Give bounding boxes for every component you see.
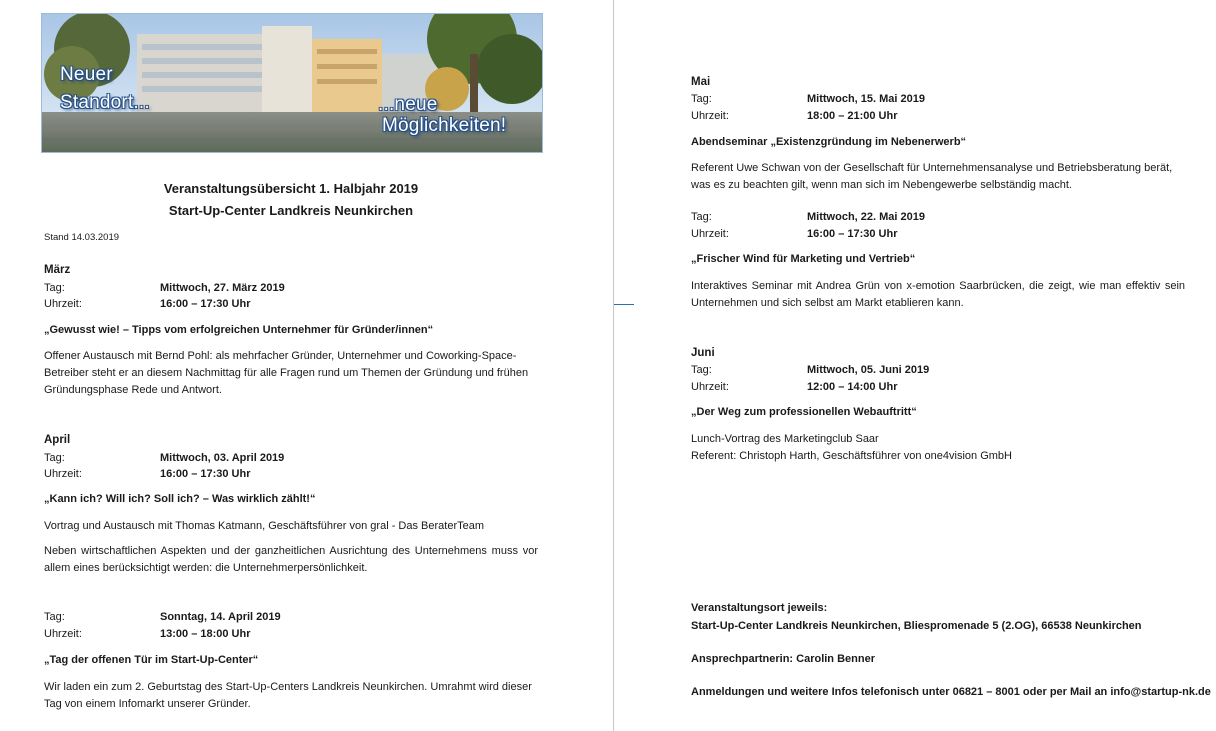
april1-event-title: „Kann ich? Will ich? Soll ich? – Was wirklich zählt!“ xyxy=(44,493,316,505)
location-address: Start-Up-Center Landkreis Neunkirchen, Bliespromenade 5 (2.OG), 66538 Neunkirchen xyxy=(691,620,1142,632)
mai1-description: Referent Uwe Schwan von der Gesellschaft für Unternehmensanalyse und Betriebsberatung berät, was es zu beachten gilt, wenn man sich im Nebengewerbe selbständig macht. xyxy=(691,162,1173,191)
mai2-tag-value: Mittwoch, 22. Mai 2019 xyxy=(807,211,925,223)
document-title: Veranstaltungsübersicht 1. Halbjahr 2019 xyxy=(163,181,419,196)
juni-description-1: Lunch-Vortrag des Marketingclub Saar xyxy=(691,433,879,445)
tag-label: Tag: xyxy=(44,452,65,464)
mai2-uhrzeit-value: 16:00 – 17:30 Uhr xyxy=(807,228,898,240)
stand-date: Stand 14.03.2019 xyxy=(44,232,120,243)
juni-uhrzeit-row xyxy=(691,381,898,393)
uhrzeit-label: Uhrzeit: xyxy=(44,628,82,640)
section-heading-juni: Juni xyxy=(691,347,715,359)
april2-uhrzeit-value: 13:00 – 18:00 Uhr xyxy=(160,628,251,640)
april1-tag-value: Mittwoch, 03. April 2019 xyxy=(160,452,285,464)
maerz-tag-row xyxy=(44,282,285,294)
contact-person: Ansprechpartnerin: Carolin Benner xyxy=(691,653,875,665)
tag-label: Tag: xyxy=(691,364,712,376)
document-subtitle: Start-Up-Center Landkreis Neunkirchen xyxy=(168,203,414,218)
maerz-tag-value: Mittwoch, 27. März 2019 xyxy=(160,282,285,294)
juni-event-title: „Der Weg zum professionellen Webauftritt“ xyxy=(691,406,917,418)
mai1-event-title: Abendseminar „Existenzgründung im Nebenerwerb“ xyxy=(691,136,967,148)
uhrzeit-label: Uhrzeit: xyxy=(691,110,729,122)
juni-description-2: Referent: Christoph Harth, Geschäftsführer von one4vision GmbH xyxy=(691,450,1012,462)
banner-image xyxy=(41,13,543,153)
mai1-uhrzeit-value: 18:00 – 21:00 Uhr xyxy=(807,110,898,122)
april1-tag-row xyxy=(44,452,284,464)
maerz-event-title: „Gewusst wie! – Tipps vom erfolgreichen Unternehmer für Gründer/innen“ xyxy=(44,324,434,336)
mai2-description: Interaktives Seminar mit Andrea Grün von x-emotion Saarbrücken, die zeigt, wie man effektiv sein Unternehmen und sich selbst am Markt etablieren kann. xyxy=(691,280,1185,309)
mai1-uhrzeit-row xyxy=(691,110,898,122)
april2-tag-row xyxy=(44,611,281,623)
banner-text-neuer: Neuer xyxy=(60,64,113,85)
section-heading-april: April xyxy=(44,434,71,446)
uhrzeit-label: Uhrzeit: xyxy=(44,298,82,310)
juni-tag-value: Mittwoch, 05. Juni 2019 xyxy=(807,364,930,376)
mai2-uhrzeit-row xyxy=(691,228,898,240)
juni-tag-row xyxy=(691,364,929,376)
section-heading-mai: Mai xyxy=(691,76,711,88)
april1-uhrzeit-value: 16:00 – 17:30 Uhr xyxy=(160,468,251,480)
maerz-description: Offener Austausch mit Bernd Pohl: als mehrfacher Gründer, Unternehmer und Coworking-Space-Betreiber steht er an diesem Nachmittag für alle Fragen rund um Themen der Gründung und frühen Gründungsphase Rede und Antwort. xyxy=(44,350,529,396)
banner-text-standort: Standort... xyxy=(60,92,150,113)
uhrzeit-label: Uhrzeit: xyxy=(691,228,729,240)
april1-description-1: Vortrag und Austausch mit Thomas Katmann, Geschäftsführer von gral - Das BeraterTeam xyxy=(44,520,485,532)
maerz-uhrzeit-value: 16:00 – 17:30 Uhr xyxy=(160,298,251,310)
banner-text-moeglichkeiten: Möglichkeiten! xyxy=(382,115,507,136)
april2-tag-value: Sonntag, 14. April 2019 xyxy=(160,611,281,623)
cursor-marker xyxy=(614,304,634,305)
tag-label: Tag: xyxy=(691,211,712,223)
juni-uhrzeit-value: 12:00 – 14:00 Uhr xyxy=(807,381,898,393)
april1-uhrzeit-row xyxy=(44,468,251,480)
april1-description-2: Neben wirtschaftlichen Aspekten und der ganzheitlichen Ausrichtung des Unternehmens muss vor allem eines berücksichtigt werden: die Unternehmerpersönlichkeit. xyxy=(44,545,538,574)
tag-label: Tag: xyxy=(44,611,65,623)
section-heading-maerz: März xyxy=(44,264,71,276)
location-label: Veranstaltungsort jeweils: xyxy=(691,602,828,614)
maerz-uhrzeit-row xyxy=(44,298,251,310)
page-divider xyxy=(613,0,614,731)
mai1-tag-value: Mittwoch, 15. Mai 2019 xyxy=(807,93,925,105)
uhrzeit-label: Uhrzeit: xyxy=(44,468,82,480)
mai2-tag-row xyxy=(691,211,925,223)
uhrzeit-label: Uhrzeit: xyxy=(691,381,729,393)
tag-label: Tag: xyxy=(44,282,65,294)
april2-event-title: „Tag der offenen Tür im Start-Up-Center“ xyxy=(44,654,259,666)
tag-label: Tag: xyxy=(691,93,712,105)
banner-text-neue: ...neue xyxy=(378,94,438,115)
mai1-tag-row xyxy=(691,93,925,105)
april2-uhrzeit-row xyxy=(44,628,251,640)
mai2-event-title: „Frischer Wind für Marketing und Vertrieb“ xyxy=(691,253,916,265)
registration-info: Anmeldungen und weitere Infos telefonisch unter 06821 – 8001 oder per Mail an info@startup-nk.de xyxy=(691,686,1211,698)
april2-description: Wir laden ein zum 2. Geburtstag des Start-Up-Centers Landkreis Neunkirchen. Umrahmt wird dieser Tag von einem Infomarkt unserer Gründer. xyxy=(44,681,532,710)
